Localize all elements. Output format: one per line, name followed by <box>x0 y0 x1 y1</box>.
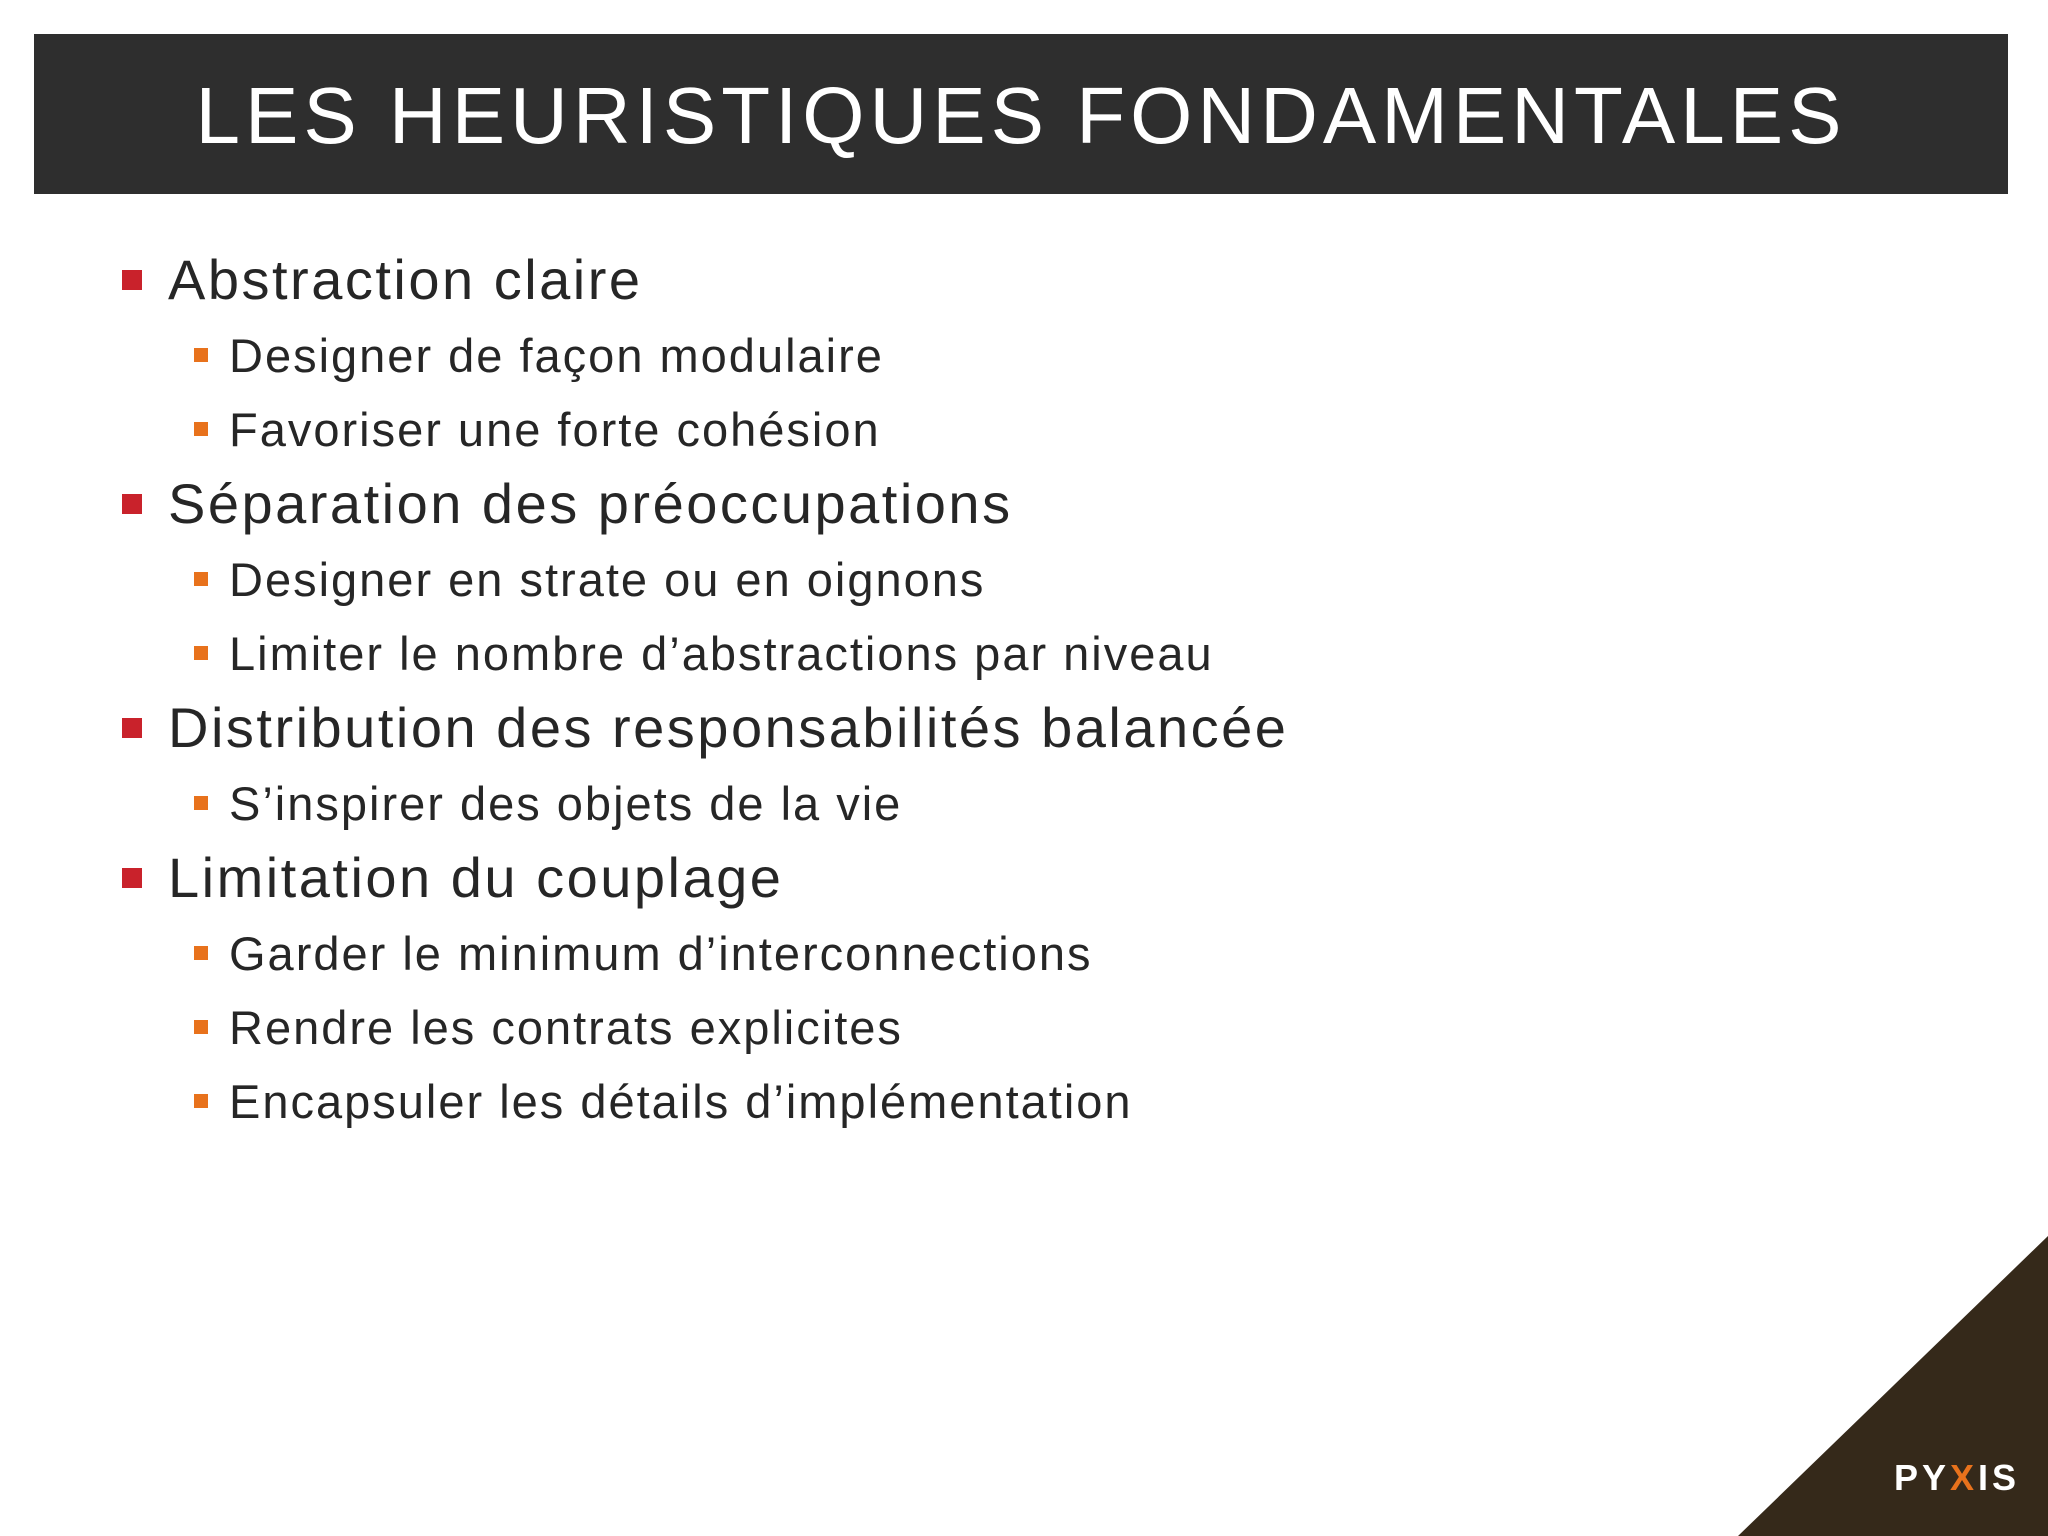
list-item-level2 <box>118 1064 1618 1138</box>
list-item-level2 <box>118 916 1618 990</box>
list-item-text: Limitation du couplage <box>168 846 784 909</box>
square-bullet-icon <box>122 718 142 738</box>
list-item-text: S’inspirer des objets de la vie <box>229 776 903 830</box>
square-bullet-icon <box>194 1020 208 1034</box>
list-item-text: Favoriser une forte cohésion <box>229 402 881 456</box>
pyxis-logo <box>1893 1457 2020 1498</box>
list-item-level2 <box>118 990 1618 1064</box>
square-bullet-icon <box>194 422 208 436</box>
square-bullet-icon <box>194 572 208 586</box>
square-bullet-icon <box>122 494 142 514</box>
list-item-text: Designer de façon modulaire <box>229 328 884 382</box>
list-item-text: Rendre les contrats explicites <box>229 1000 903 1054</box>
list-item-text: Garder le minimum d’interconnections <box>229 926 1093 980</box>
list-item-level1 <box>118 840 1618 916</box>
list-item-level2 <box>118 318 1618 392</box>
list-item-text: Encapsuler les détails d’implémentation <box>229 1074 1133 1128</box>
list-item-level2 <box>118 616 1618 690</box>
list-item-level2 <box>118 766 1618 840</box>
bullet-list <box>118 242 1618 1138</box>
logo-text-start: PY <box>1893 1457 1950 1498</box>
square-bullet-icon <box>194 796 208 810</box>
list-item-level1 <box>118 466 1618 542</box>
list-item-level1 <box>118 690 1618 766</box>
square-bullet-icon <box>122 868 142 888</box>
square-bullet-icon <box>194 1094 208 1108</box>
square-bullet-icon <box>122 270 142 290</box>
square-bullet-icon <box>194 946 208 960</box>
list-item-text: Distribution des responsabilités balancée <box>168 696 1289 759</box>
square-bullet-icon <box>194 646 208 660</box>
list-item-text: Abstraction claire <box>168 248 643 311</box>
logo-text-x: X <box>1949 1457 1978 1498</box>
square-bullet-icon <box>194 348 208 362</box>
title-bar <box>34 34 2008 194</box>
list-item-text: Limiter le nombre d’abstractions par niveau <box>229 626 1214 680</box>
slide-title: LES HEURISTIQUES FONDAMENTALES <box>195 71 1847 160</box>
list-item-text: Séparation des préoccupations <box>168 472 1013 535</box>
list-item-level2 <box>118 392 1618 466</box>
list-item-level2 <box>118 542 1618 616</box>
list-item-level1 <box>118 242 1618 318</box>
list-item-text: Designer en strate ou en oignons <box>229 552 986 606</box>
logo-text-end: IS <box>1977 1457 2020 1498</box>
